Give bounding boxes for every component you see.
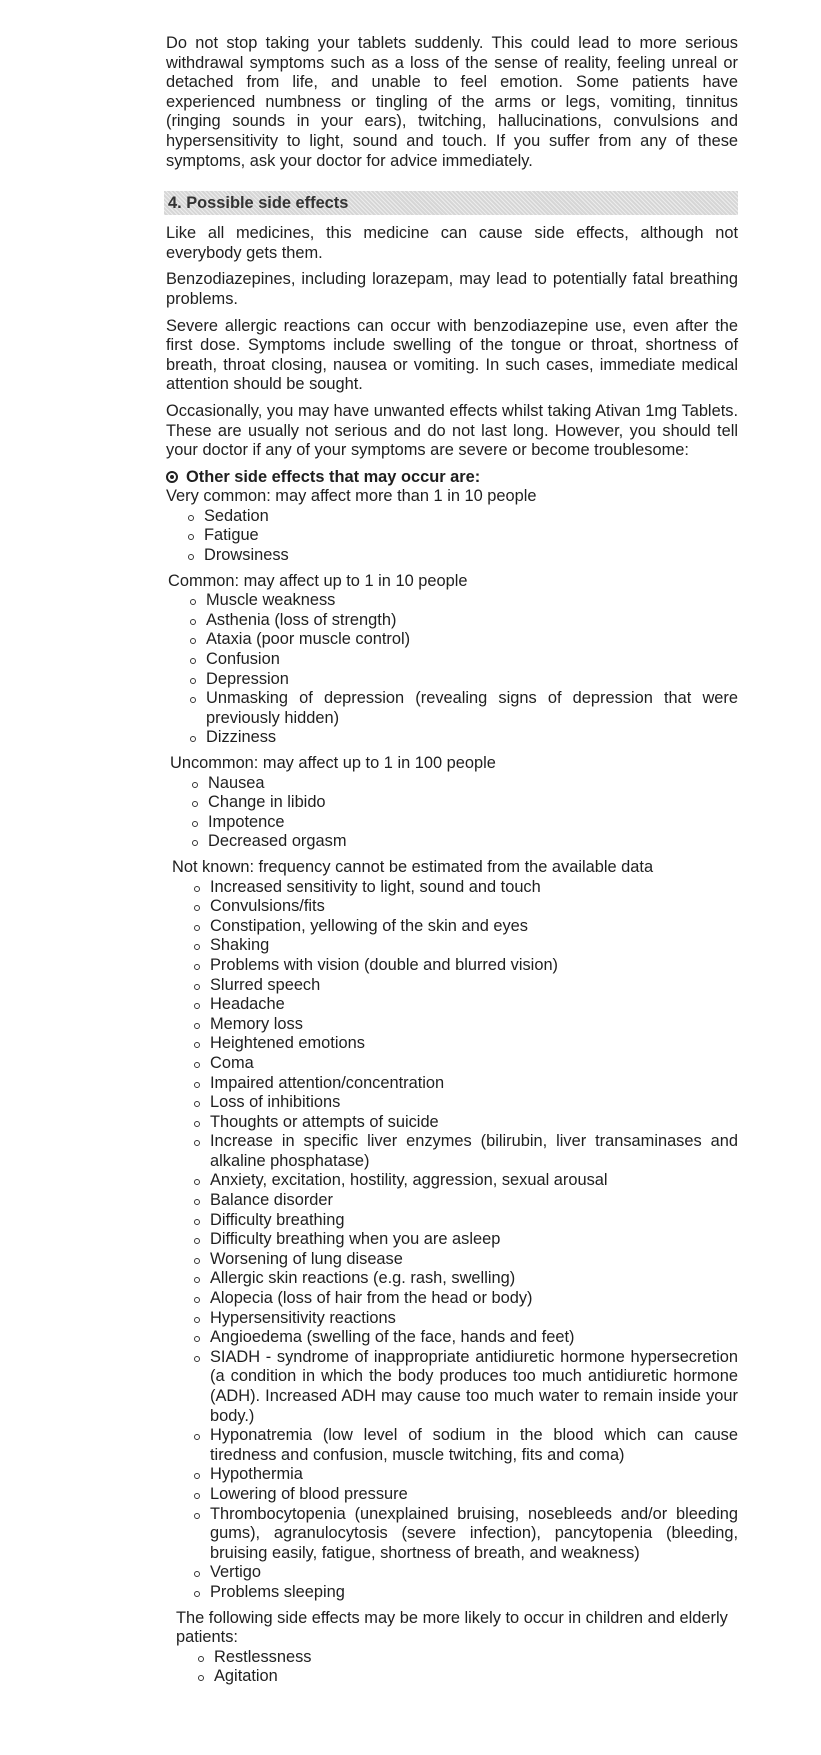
list-item: Shaking bbox=[210, 936, 738, 956]
list-item: Dizziness bbox=[206, 728, 738, 748]
paragraph-unwanted-effects: Occasionally, you may have unwanted effects whilst taking Ativan 1mg Tablets. These are usually not serious and do not last long. However, you should tell your doctor if any of your symptoms are severe or become troublesome: bbox=[166, 401, 738, 460]
list-item: Impotence bbox=[208, 813, 738, 833]
frequency-group bbox=[166, 1609, 738, 1687]
list-item: Change in libido bbox=[208, 793, 738, 813]
list-item: Asthenia (loss of strength) bbox=[206, 611, 738, 631]
leaflet-page bbox=[166, 34, 738, 1693]
list-item: Restlessness bbox=[214, 1648, 738, 1668]
list-item: Allergic skin reactions (e.g. rash, swelling) bbox=[210, 1269, 738, 1289]
frequency-group bbox=[166, 858, 738, 1603]
list-item: Worsening of lung disease bbox=[210, 1250, 738, 1270]
list-item: Thoughts or attempts of suicide bbox=[210, 1113, 738, 1133]
other-side-effects-heading bbox=[166, 468, 738, 488]
list-item: Agitation bbox=[214, 1667, 738, 1687]
list-item: Constipation, yellowing of the skin and eyes bbox=[210, 917, 738, 937]
withdrawal-warning-paragraph: Do not stop taking your tablets suddenly. This could lead to more serious withdrawal symptoms such as a loss of the sense of reality, feeling unreal or detached from life, and unable to feel emotion. Some patients have experienced numbness or tingling of the arms or legs, vomiting, tinnitus (ringing sounds in your ears), twitching, hallucinations, convulsions and hypersensitivity to light, sound and touch. If you suffer from any of these symptoms, ask your doctor for advice immediately. bbox=[166, 34, 738, 170]
side-effect-list bbox=[176, 1648, 738, 1687]
circle-bullet-icon bbox=[166, 471, 178, 483]
list-item: Hypothermia bbox=[210, 1465, 738, 1485]
list-item: Thrombocytopenia (unexplained bruising, nosebleeds and/or bleeding gums), agranulocytosis (severe infection), pancytopenia (bleeding, bruising easily, fatigue, shortness of breath, and weakness) bbox=[210, 1504, 738, 1562]
list-item: Sedation bbox=[204, 507, 738, 527]
list-item: Increase in specific liver enzymes (bilirubin, liver transaminases and alkaline phosphatase) bbox=[210, 1132, 738, 1170]
list-item: Angioedema (swelling of the face, hands and feet) bbox=[210, 1328, 738, 1348]
list-item: Decreased orgasm bbox=[208, 832, 738, 852]
side-effect-list bbox=[170, 774, 738, 852]
side-effect-list bbox=[172, 878, 738, 1603]
list-item: Heightened emotions bbox=[210, 1034, 738, 1054]
list-item: Nausea bbox=[208, 774, 738, 794]
frequency-group-label: Common: may affect up to 1 in 10 people bbox=[168, 571, 468, 590]
list-item: Memory loss bbox=[210, 1015, 738, 1035]
list-item: SIADH - syndrome of inappropriate antidiuretic hormone hypersecretion (a condition in which the body produces too much antidiuretic hormone (ADH). Increased ADH may cause too much water to remain inside your body.) bbox=[210, 1347, 738, 1425]
side-effect-list bbox=[166, 507, 738, 566]
list-item: Confusion bbox=[206, 650, 738, 670]
list-item: Fatigue bbox=[204, 526, 738, 546]
list-item: Alopecia (loss of hair from the head or body) bbox=[210, 1289, 738, 1309]
list-item: Convulsions/fits bbox=[210, 897, 738, 917]
list-item: Lowering of blood pressure bbox=[210, 1485, 738, 1505]
side-effect-list bbox=[168, 591, 738, 748]
list-item: Impaired attention/concentration bbox=[210, 1074, 738, 1094]
frequency-group-label: Uncommon: may affect up to 1 in 100 people bbox=[170, 754, 496, 772]
frequency-group bbox=[166, 487, 738, 565]
list-item: Slurred speech bbox=[210, 976, 738, 996]
list-item: Hyponatremia (low level of sodium in the blood which can cause tiredness and confusion, muscle twitching, fits and coma) bbox=[210, 1426, 738, 1464]
list-item: Vertigo bbox=[210, 1563, 738, 1583]
list-item: Unmasking of depression (revealing signs of depression that were previously hidden) bbox=[206, 689, 738, 727]
list-item: Hypersensitivity reactions bbox=[210, 1309, 738, 1329]
paragraph-breathing: Benzodiazepines, including lorazepam, may lead to potentially fatal breathing problems. bbox=[166, 270, 738, 308]
list-item: Drowsiness bbox=[204, 546, 738, 566]
frequency-group bbox=[166, 572, 738, 748]
list-item: Coma bbox=[210, 1054, 738, 1074]
list-item: Headache bbox=[210, 995, 738, 1015]
paragraph-general: Like all medicines, this medicine can cause side effects, although not everybody gets them. bbox=[166, 224, 738, 262]
list-item: Difficulty breathing bbox=[210, 1211, 738, 1231]
frequency-group-label: Not known: frequency cannot be estimated from the available data bbox=[172, 857, 654, 876]
other-side-effects-label: Other side effects that may occur are: bbox=[186, 467, 481, 486]
side-effect-groups bbox=[166, 487, 738, 1687]
list-item: Ataxia (poor muscle control) bbox=[206, 630, 738, 650]
paragraph-allergic: Severe allergic reactions can occur with benzodiazepine use, even after the first dose. Symptoms include swelling of the tongue or throat, shortness of breath, throat closing, nausea or vomiting. In such cases, immediate medical attention should be sought. bbox=[166, 316, 738, 394]
list-item: Anxiety, excitation, hostility, aggression, sexual arousal bbox=[210, 1171, 738, 1191]
list-item: Problems with vision (double and blurred vision) bbox=[210, 956, 738, 976]
list-item: Balance disorder bbox=[210, 1191, 738, 1211]
list-item: Loss of inhibitions bbox=[210, 1093, 738, 1113]
frequency-group-label: The following side effects may be more likely to occur in children and elderly patients: bbox=[176, 1608, 728, 1647]
list-item: Problems sleeping bbox=[210, 1583, 738, 1603]
list-item: Difficulty breathing when you are asleep bbox=[210, 1230, 738, 1250]
list-item: Increased sensitivity to light, sound and touch bbox=[210, 878, 738, 898]
frequency-group-label: Very common: may affect more than 1 in 10 people bbox=[166, 487, 537, 506]
list-item: Depression bbox=[206, 670, 738, 690]
section-heading-side-effects: 4. Possible side effects bbox=[164, 191, 738, 215]
list-item: Muscle weakness bbox=[206, 591, 738, 611]
frequency-group bbox=[166, 754, 738, 852]
